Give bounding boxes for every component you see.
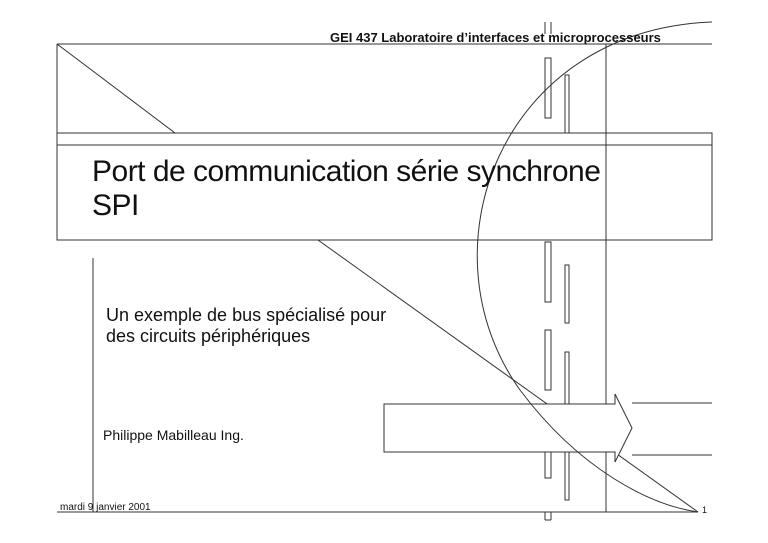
author-name: Philippe Mabilleau Ing. (103, 427, 244, 443)
bus-segment (565, 352, 569, 410)
slide-title (92, 155, 600, 223)
page-number: 1 (702, 505, 708, 515)
bus-segment (545, 242, 551, 302)
title-line-1: Port de communication série synchrone (92, 155, 601, 188)
bus-segment (565, 265, 569, 323)
arrow-shape (384, 394, 632, 462)
title-line-2: SPI (92, 189, 139, 222)
slide-subtitle (106, 305, 386, 347)
footer-date: mardi 9 janvier 2001 (60, 502, 151, 513)
subtitle-line-2: des circuits périphériques (106, 326, 311, 346)
bottom-notch (545, 512, 551, 520)
diagonal-line-main (318, 240, 698, 512)
course-header: GEI 437 Laboratoire d’interfaces et microprocesseurs (330, 30, 661, 45)
bus-segment (565, 75, 569, 133)
diagonal-line-top (57, 44, 175, 133)
subtitle-line-1: Un exemple de bus spécialisé pour (106, 305, 387, 325)
title-band-top (57, 133, 712, 145)
bus-segment (545, 330, 551, 390)
